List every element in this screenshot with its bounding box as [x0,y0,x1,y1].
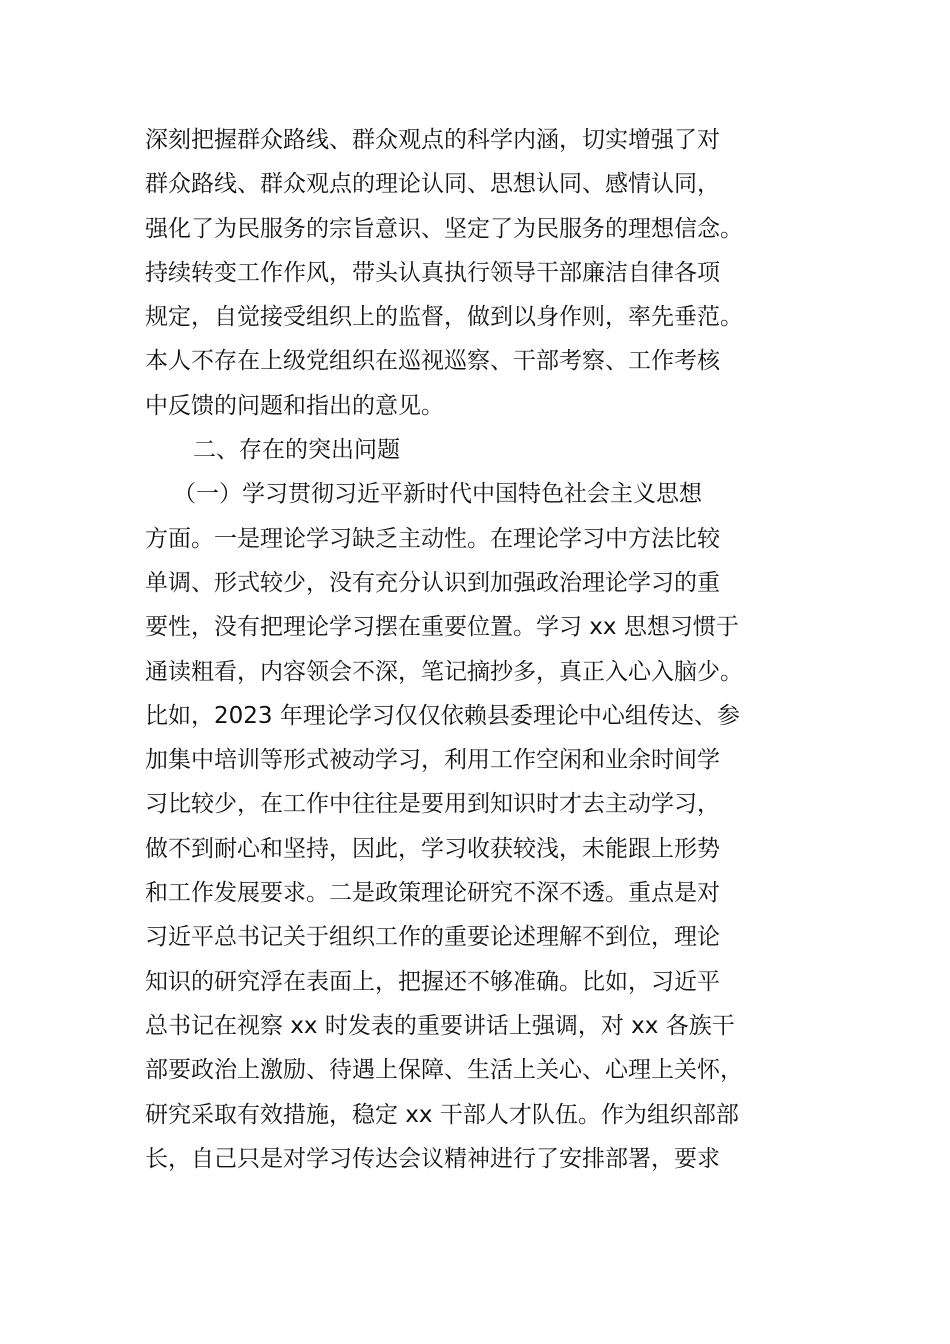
text-line: 部要政治上激励、待遇上保障、生活上关心、心理上关怀， [145,1057,743,1084]
text-line: 要性，没有把理论学习摆在重要位置。学习 xx 思想习惯于 [145,614,739,641]
document-body [145,118,815,1181]
text-line: 做不到耐心和坚持，因此，学习收获较浅，未能跟上形势 [145,835,720,862]
text-line: 比如，2023 年理论学习仅仅依赖县委理论中心组传达、参 [145,702,740,729]
text-line: 总书记在视察 xx 时发表的重要讲话上强调，对 xx 各族干 [145,1012,735,1039]
text-line: 习近平总书记关于组织工作的重要论述理解不到位，理论 [145,924,720,951]
text-line: 知识的研究浮在表面上，把握还不够准确。比如，习近平 [145,968,720,995]
text-line: 长，自己只是对学习传达会议精神进行了安排部署，要求 [145,1145,720,1172]
text-line: 规定，自觉接受组织上的监督，做到以身作则，率先垂范。 [145,304,743,331]
text-line: 方面。一是理论学习缺乏主动性。在理论学习中方法比较 [145,525,720,552]
text-line: 中反馈的问题和指出的意见。 [145,392,444,419]
subsection-heading-line: （一）学习贯彻习近平新时代中国特色社会主义思想 [173,481,702,508]
text-line: 习比较少，在工作中往往是要用到知识时才去主动学习， [145,791,720,818]
text-line: 持续转变工作作风，带头认真执行领导干部廉洁自律各项 [145,259,720,286]
section-heading: 二、存在的突出问题 [193,437,400,464]
text-line: 深刻把握群众路线、群众观点的科学内涵，切实增强了对 [145,127,720,153]
text-line: 加集中培训等形式被动学习，利用工作空闲和业余时间学 [145,747,720,774]
text-line: 和工作发展要求。二是政策理论研究不深不透。重点是对 [145,880,720,907]
text-line: 本人不存在上级党组织在巡视巡察、干部考察、工作考核 [145,348,720,375]
text-line: 强化了为民服务的宗旨意识、坚定了为民服务的理想信念。 [145,215,743,242]
text-line: 群众路线、群众观点的理论认同、思想认同、感情认同， [145,171,720,198]
text-line: 单调、形式较少，没有充分认识到加强政治理论学习的重 [145,569,720,596]
text-line: 研究采取有效措施，稳定 xx 干部人才队伍。作为组织部部 [145,1101,739,1128]
text-line: 通读粗看，内容领会不深，笔记摘抄多，真正入心入脑少。 [145,658,743,685]
